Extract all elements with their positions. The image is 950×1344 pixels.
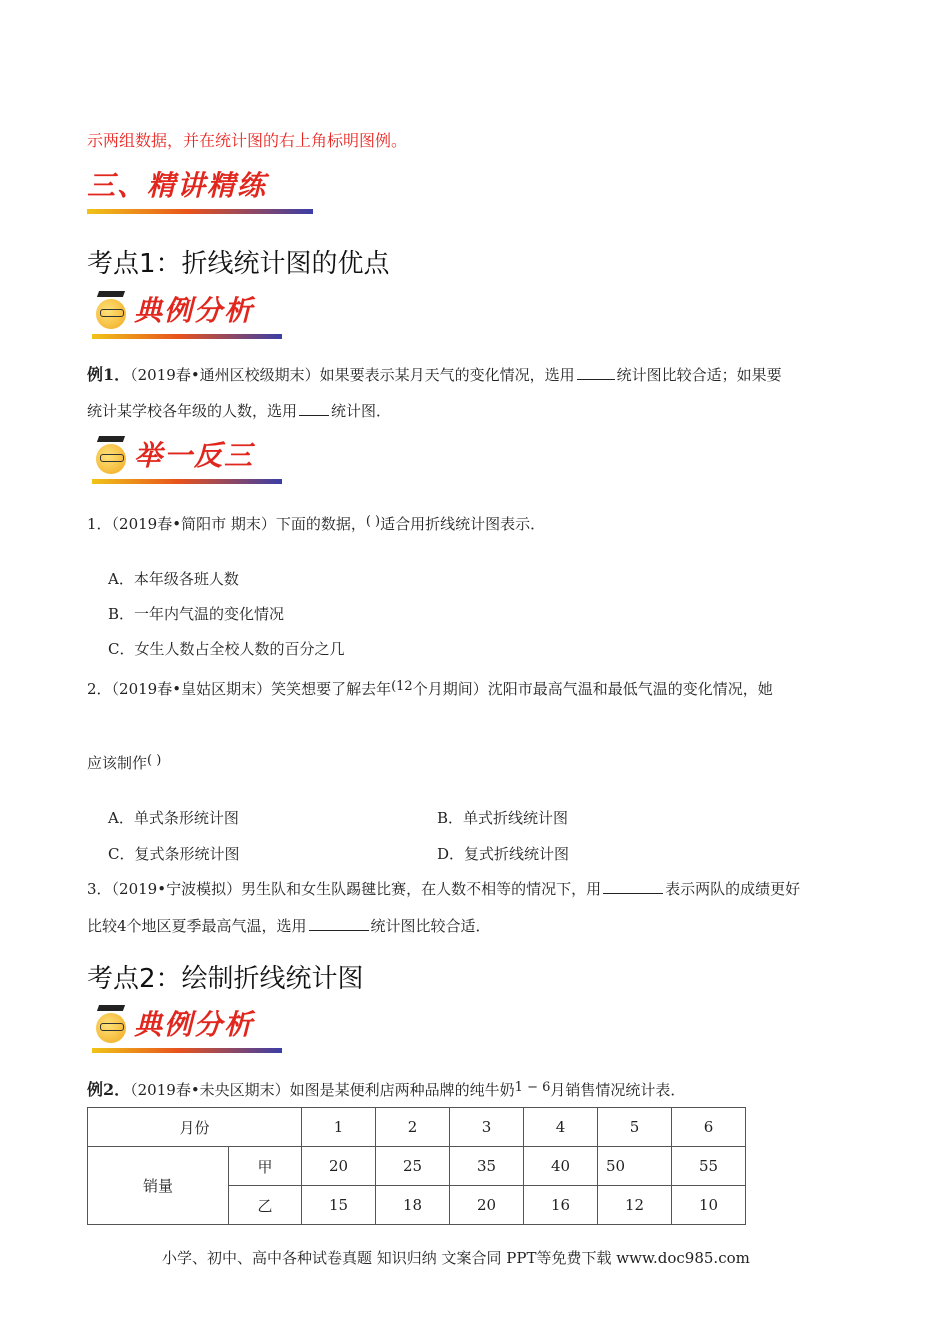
table-cell: 25: [376, 1147, 450, 1186]
question1: [87, 513, 545, 534]
question2-option-d: D．复式折线统计图: [437, 845, 570, 863]
question2-option-b: B．单式折线统计图: [437, 809, 569, 827]
banner-section3-label: 三、精讲精练: [87, 169, 268, 202]
table-cell: 16: [524, 1186, 598, 1225]
question1-paren: ( ): [365, 514, 381, 529]
question3-line1: [87, 878, 800, 899]
table-cell: 12: [598, 1186, 672, 1225]
blank-4: [309, 916, 369, 931]
banner-example-1: [92, 287, 282, 341]
table-cell: 20: [450, 1186, 524, 1225]
sales-label: 销量: [88, 1147, 229, 1225]
banner-practice-label: 举一反三: [134, 439, 255, 472]
blank-1: [577, 365, 615, 380]
mascot-icon: [96, 444, 126, 474]
table-row: [88, 1147, 746, 1186]
table-cell: 35: [450, 1147, 524, 1186]
example1-label: 例1．: [87, 365, 131, 384]
example2-range: 1 − 6: [514, 1080, 551, 1095]
question2-paren: (12: [391, 679, 413, 694]
table-cell: 20: [302, 1147, 376, 1186]
table-cell: 50: [598, 1147, 672, 1186]
brand-cell: 乙: [229, 1186, 302, 1225]
question1-option-a: A．本年级各班人数: [108, 570, 239, 588]
table-cell: 6: [672, 1108, 746, 1147]
question3-text-a: 3．（2019•宁波模拟）男生队和女生队踢毽比赛，在人数不相等的情况下，用: [87, 880, 602, 898]
blank-3: [603, 879, 663, 894]
table-cell: 18: [376, 1186, 450, 1225]
page-footer: 小学、初中、高中各种试卷真题 知识归纳 文案合同 PPT等免费下载 www.doc985.com: [162, 1249, 750, 1267]
question2-paren2: ( ): [147, 753, 162, 768]
example1-text-a: （2019春•通州区校级期末）如果要表示某月天气的变化情况，选用: [130, 366, 575, 384]
banner-example-label: 典例分析: [134, 1008, 255, 1041]
table-cell: 1: [302, 1108, 376, 1147]
banner-practice: [92, 432, 282, 486]
point1-title: 考点1：折线统计图的优点: [87, 249, 390, 279]
question3-text-d: 统计图比较合适．: [370, 917, 491, 935]
example2-line: [87, 1077, 685, 1100]
table-cell: 10: [672, 1186, 746, 1225]
example2-label: 例2．: [87, 1080, 131, 1099]
table-cell: 55: [672, 1147, 746, 1186]
brand-cell: 甲: [229, 1147, 302, 1186]
example2-text-a: （2019春•未央区期末）如图是某便利店两种品牌的纯牛奶: [130, 1081, 515, 1099]
mascot-icon: [96, 1013, 126, 1043]
question1-text-b: 适合用折线统计图表示．: [380, 515, 546, 533]
example1-text-d: 统计图．: [331, 402, 392, 420]
question2: [87, 678, 773, 699]
table-cell: 2: [376, 1108, 450, 1147]
blank-2: [299, 401, 329, 416]
question2-line2: [87, 752, 161, 773]
mascot-icon: [96, 299, 126, 329]
banner-underline: [92, 479, 282, 484]
question2-text-c: 应该制作: [87, 754, 148, 772]
table-cell: 3: [450, 1108, 524, 1147]
question3-text-b: 表示两队的成绩更好: [665, 880, 801, 898]
question2-option-c: C．复式条形统计图: [108, 845, 240, 863]
sales-table: [87, 1107, 746, 1225]
banner-section3: [87, 162, 313, 216]
question1-option-b: B．一年内气温的变化情况: [108, 605, 285, 623]
table-cell: 40: [524, 1147, 598, 1186]
table-cell: 5: [598, 1108, 672, 1147]
banner-example-2: [92, 1001, 282, 1055]
intro-text: 示两组数据，并在统计图的右上角标明图例。: [87, 131, 408, 150]
point2-title: 考点2：绘制折线统计图: [87, 964, 364, 994]
month-header: 月份: [88, 1108, 302, 1147]
question3-line2: [87, 915, 491, 936]
table-cell: 15: [302, 1186, 376, 1225]
question2-text-b: 个月期间）沈阳市最高气温和最低气温的变化情况，她: [412, 680, 773, 698]
question2-text-a: 2．（2019春•皇姑区期末）笑笑想要了解去年: [87, 680, 392, 698]
question3-text-c: 比较4个地区夏季最高气温，选用: [87, 917, 307, 935]
banner-underline: [92, 1048, 282, 1053]
question1-text-a: 1．（2019春•简阳市 期末）下面的数据，: [87, 515, 366, 533]
example1-line1: [87, 362, 782, 385]
question1-option-c: C．女生人数占全校人数的百分之几: [108, 640, 345, 658]
table-cell: 4: [524, 1108, 598, 1147]
example1-line2: [87, 400, 391, 421]
question2-option-a: A．单式条形统计图: [108, 809, 239, 827]
table-row: [88, 1108, 746, 1147]
banner-example-label: 典例分析: [134, 294, 255, 327]
banner-underline: [92, 334, 282, 339]
example2-text-b: 月销售情况统计表．: [550, 1081, 686, 1099]
example1-text-c: 统计某学校各年级的人数，选用: [87, 402, 298, 420]
banner-underline: [87, 209, 313, 214]
example1-text-b: 统计图比较合适；如果要: [616, 366, 782, 384]
